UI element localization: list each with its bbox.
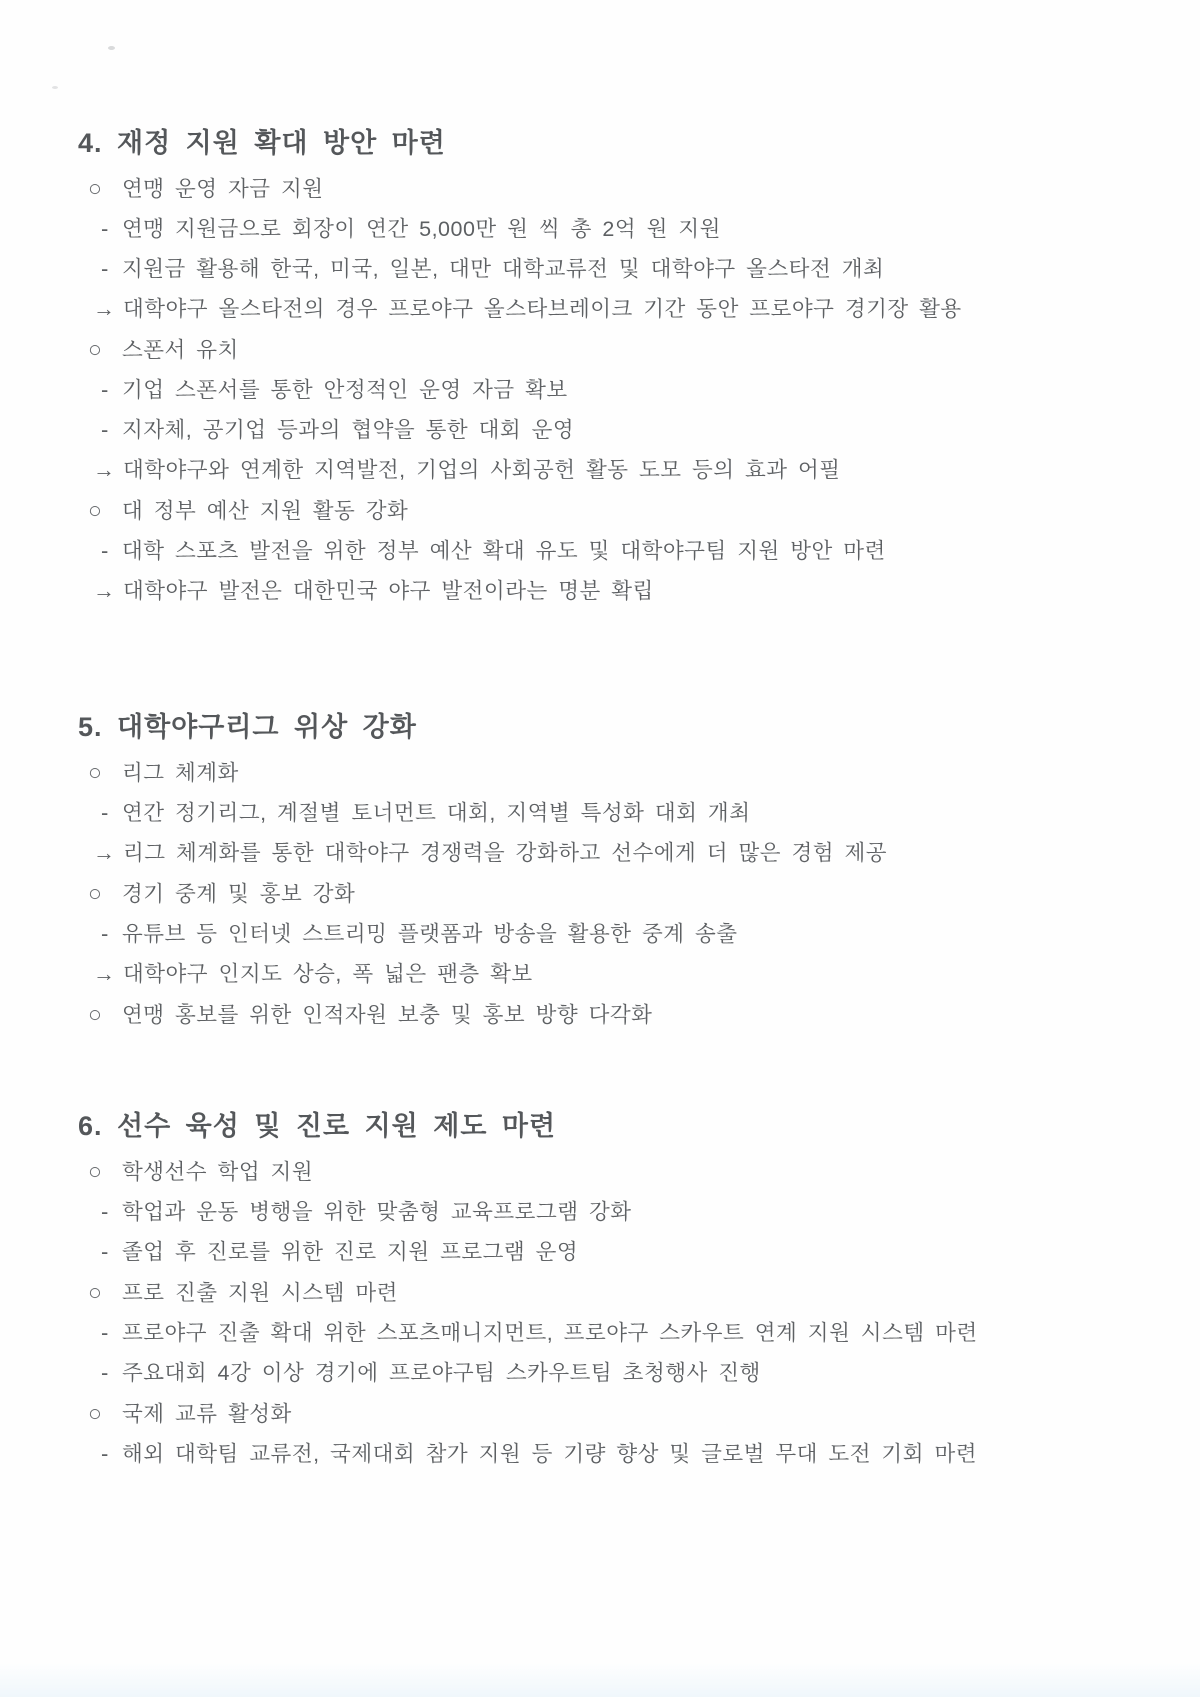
arrow-marker-icon: → [93, 296, 116, 321]
list-item-text: 대학야구 발전은 대한민국 야구 발전이라는 명분 확립 [123, 579, 654, 603]
list-item [0, 410, 1200, 450]
arrow-marker-icon: → [93, 457, 116, 482]
list-item [0, 1434, 1200, 1474]
circle-marker-icon: ○ [88, 1158, 103, 1184]
circle-marker-icon: ○ [88, 175, 103, 201]
list-item [0, 1272, 1200, 1313]
list-item-text: 졸업 후 진로를 위한 진로 지원 프로그램 운영 [122, 1240, 579, 1264]
list-item [0, 531, 1200, 571]
list-item-text: 대학야구 인지도 상승, 폭 넓은 팬층 확보 [123, 962, 533, 986]
list-item [0, 370, 1200, 410]
dash-marker-icon: - [101, 1360, 109, 1385]
list-item-text: 지원금 활용해 한국, 미국, 일본, 대만 대학교류전 및 대학야구 올스타전 개최 [122, 257, 885, 281]
list-item [0, 329, 1200, 370]
list-item [0, 994, 1200, 1035]
dash-marker-icon: - [101, 921, 109, 946]
list-item-text: 연맹 지원금으로 회장이 연간 5,000만 원 씩 총 2억 원 지원 [122, 217, 721, 241]
dash-marker-icon: - [101, 216, 109, 241]
list-item [0, 1192, 1200, 1232]
list-item-text: 연간 정기리그, 계절별 토너먼트 대회, 지역별 특성화 대회 개최 [122, 801, 751, 825]
section [0, 706, 1200, 1035]
dash-marker-icon: - [101, 256, 109, 281]
list-item [0, 249, 1200, 289]
list-item-text: 학업과 운동 병행을 위한 맞춤형 교육프로그램 강화 [122, 1200, 632, 1224]
circle-marker-icon: ○ [88, 1279, 103, 1305]
section-heading: 4. 재정 지원 확대 방안 마련 [78, 128, 446, 158]
list-item-text: 프로야구 진출 확대 위한 스포츠매니지먼트, 프로야구 스카우트 연계 지원 시스템 마련 [122, 1321, 978, 1345]
circle-marker-icon: ○ [88, 880, 103, 906]
list-item [0, 1393, 1200, 1434]
list-item [0, 793, 1200, 833]
dash-marker-icon: - [101, 1199, 109, 1224]
list-item-text: 대학 스포츠 발전을 위한 정부 예산 확대 유도 및 대학야구팀 지원 방안 마련 [122, 539, 886, 563]
dash-marker-icon: - [101, 1239, 109, 1264]
list-item-text: 기업 스폰서를 통한 안정적인 운영 자금 확보 [122, 378, 568, 402]
list-item [0, 873, 1200, 914]
section-heading: 6. 선수 육성 및 진로 지원 제도 마련 [78, 1111, 557, 1141]
list-item-text: 대 정부 예산 지원 활동 강화 [122, 499, 409, 523]
section [0, 122, 1200, 611]
list-item-text: 프로 진출 지원 시스템 마련 [122, 1281, 398, 1305]
circle-marker-icon: ○ [88, 759, 103, 785]
list-item [0, 209, 1200, 249]
circle-marker-icon: ○ [88, 336, 103, 362]
list-item-text: 리그 체계화를 통한 대학야구 경쟁력을 강화하고 선수에게 더 많은 경험 제공 [123, 841, 888, 865]
circle-marker-icon: ○ [88, 1001, 103, 1027]
list-item [0, 833, 1200, 873]
list-item [0, 1232, 1200, 1272]
dash-marker-icon: - [101, 1441, 109, 1466]
list-item [0, 1151, 1200, 1192]
dash-marker-icon: - [101, 417, 109, 442]
section [0, 1105, 1200, 1474]
list-item [0, 914, 1200, 954]
list-item-text: 리그 체계화 [122, 761, 239, 785]
arrow-marker-icon: → [93, 961, 116, 986]
list-item [0, 450, 1200, 490]
list-item-text: 지자체, 공기업 등과의 협약을 통한 대회 운영 [122, 418, 575, 442]
list-item-text: 유튜브 등 인터넷 스트리밍 플랫폼과 방송을 활용한 중계 송출 [122, 922, 738, 946]
list-item [0, 752, 1200, 793]
list-item [0, 1353, 1200, 1393]
dash-marker-icon: - [101, 377, 109, 402]
list-item-text: 스폰서 유치 [122, 338, 239, 362]
list-item-text: 연맹 홍보를 위한 인적자원 보충 및 홍보 방향 다각화 [122, 1003, 653, 1027]
arrow-marker-icon: → [93, 578, 116, 603]
page-bottom-tint [0, 1663, 1200, 1697]
list-item-text: 주요대회 4강 이상 경기에 프로야구팀 스카우트팀 초청행사 진행 [122, 1361, 761, 1385]
arrow-marker-icon: → [93, 840, 116, 865]
dash-marker-icon: - [101, 1320, 109, 1345]
list-item-text: 대학야구 올스타전의 경우 프로야구 올스타브레이크 기간 동안 프로야구 경기장 활용 [123, 297, 962, 321]
list-item [0, 490, 1200, 531]
dash-marker-icon: - [101, 538, 109, 563]
list-item-text: 학생선수 학업 지원 [122, 1160, 314, 1184]
list-item-text: 경기 중계 및 홍보 강화 [122, 882, 356, 906]
list-item [0, 168, 1200, 209]
list-item-text: 해외 대학팀 교류전, 국제대회 참가 지원 등 기량 향상 및 글로벌 무대 도전 기회 마련 [122, 1442, 977, 1466]
list-item-text: 국제 교류 활성화 [122, 1402, 292, 1426]
section-heading: 5. 대학야구리그 위상 강화 [78, 712, 417, 742]
circle-marker-icon: ○ [88, 1400, 103, 1426]
circle-marker-icon: ○ [88, 497, 103, 523]
list-item-text: 연맹 운영 자금 지원 [122, 177, 324, 201]
list-item [0, 1313, 1200, 1353]
list-item-text: 대학야구와 연계한 지역발전, 기업의 사회공헌 활동 도모 등의 효과 어필 [123, 458, 841, 482]
list-item [0, 954, 1200, 994]
list-item [0, 571, 1200, 611]
list-item [0, 289, 1200, 329]
dash-marker-icon: - [101, 800, 109, 825]
